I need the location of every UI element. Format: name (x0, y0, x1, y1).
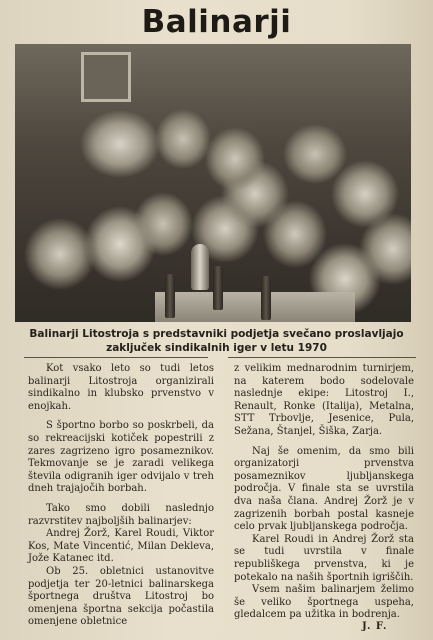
wall-picture (81, 52, 131, 102)
paragraph: Andrej Žorž, Karel Roudi, Viktor Kos, Mate Vincentić, Milan Dekleva, Jože Katanec itd. (28, 528, 214, 565)
bottle-icon (165, 274, 175, 318)
paragraph: Karel Roudi in Andrej Žorž sta se tudi uvrstila v finale republiškega prvenstva, ki je potekalo na naših športnih igriščih. (234, 533, 414, 583)
team-photo (15, 44, 411, 322)
paragraph: Naj še omenim, da smo bili organizatorji prvenstva posameznikov ljubljanskega področja. V finale sta se uvrstila dva naša člana. Andrej Žorž je v zagrizenih borbah postal kasneje celo prvak ljubljanskega področja. (234, 445, 414, 533)
bottle-icon (261, 276, 271, 320)
trophy-icon (191, 244, 209, 290)
paragraph: Tako smo dobili naslednjo razvrstitev najboljših balinarjev: (28, 502, 214, 527)
column-rule-right (228, 357, 416, 358)
caption-line-2: zaključek sindikalnih iger v letu 1970 (106, 342, 327, 354)
column-rule-left (24, 357, 208, 358)
paragraph: Vsem našim balinarjem želimo še veliko športnega uspeha, gledalcem pa užitka in bodrenja. (234, 584, 414, 621)
photo-caption (14, 327, 419, 355)
paragraph: Ob 25. obletnici ustanovitve podjetja ter 20-letnici balinarskega športnega društva Litostroj bo omenjena športna sekcija počastila omenjene obletnice (28, 565, 214, 628)
table (155, 292, 355, 322)
article-column-1 (28, 363, 214, 629)
author-signature: J. F. (362, 621, 388, 632)
article-column-2 (234, 363, 414, 622)
caption-line-1: Balinarji Litostroja s predstavniki podjetja svečano proslavljajo (29, 328, 404, 340)
paragraph: z velikim mednarodnim turnirjem, na katerem bodo sodelovale naslednje ekipe: Litostroj I., Renault, Ronke (Italija), Metalna, STT Trbovlje, Jesenice, Pula, Sežana, Štanjel, Šiška, Zarja. (234, 363, 414, 437)
paragraph: Kot vsako leto so tudi letos balinarji Litostroja organizirali sindikalno in klubsko prvenstvo v enojkah. (28, 363, 214, 412)
bottle-icon (213, 266, 223, 310)
paragraph: S športno borbo so poskrbeli, da so rekreacijski kotiček popestrili z zares zagrizeno igro posameznikov. Tekmovanje se je zaradi velikega števila odigranih iger odvijalo v treh dneh trajajočih borbah. (28, 420, 214, 495)
article-headline: Balinarji (141, 4, 292, 40)
